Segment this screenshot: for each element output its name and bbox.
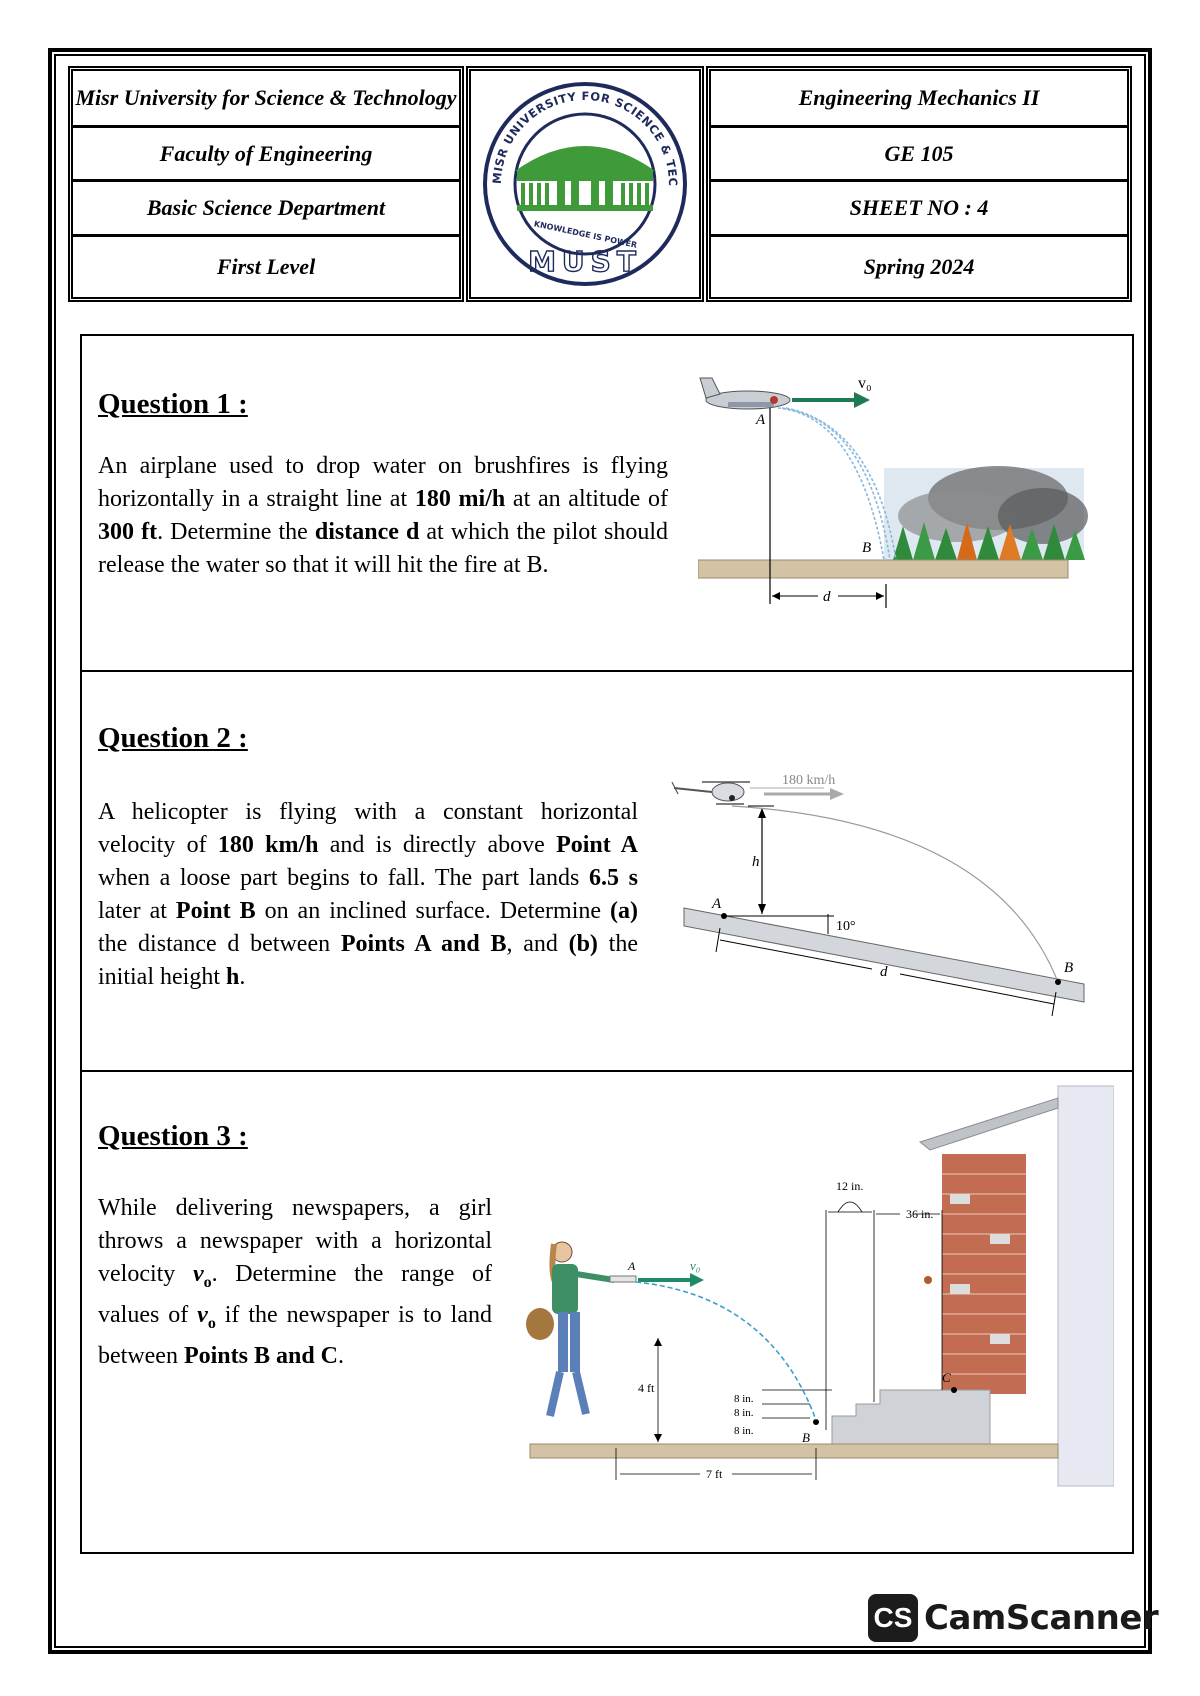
header-left-column: [68, 66, 464, 302]
water-trajectory: [778, 408, 896, 560]
dim-7ft: 7 ft: [706, 1467, 723, 1481]
distance-d-label: d: [880, 964, 888, 980]
question-2-figure: [664, 762, 1104, 1062]
question-2-panel: [80, 670, 1134, 1072]
point-b-label: B: [1064, 960, 1074, 976]
girl-icon: [526, 1242, 614, 1416]
question-3-text: While delivering newspapers, a girl throws a newspaper with a horizontal velocity $v_o$. Determine the range of values of $v_o$ if the newspaper is to land between Points B and C.: [98, 1195, 492, 1369]
dim-12in: 12 in.: [836, 1179, 864, 1193]
question-3-panel: [80, 1070, 1134, 1554]
dim-step-3: 8 in.: [734, 1425, 754, 1437]
semester: Spring 2024: [711, 234, 1127, 297]
camscanner-brand: CamScanner: [924, 1598, 1159, 1638]
university-name: Misr University for Science & Technology: [75, 85, 457, 110]
angle-label: 10°: [836, 919, 856, 934]
question-1-title: Question 1 :: [98, 388, 248, 420]
must-logo: [471, 71, 699, 297]
course-code: GE 105: [711, 125, 1127, 179]
height-h-label: h: [752, 854, 760, 870]
dim-step-1: 8 in.: [734, 1393, 754, 1405]
question-3-figure: [510, 1084, 1114, 1534]
department-name: Basic Science Department: [73, 179, 459, 234]
question-1-panel: [80, 334, 1134, 672]
sheet-header: [68, 66, 1132, 302]
question-3-title: Question 3 :: [98, 1120, 248, 1152]
level: First Level: [73, 234, 459, 297]
speed-label: 180 km/h: [782, 773, 836, 788]
distance-d-label: d: [823, 589, 831, 605]
logo-motto: KNOWLEDGE IS POWER: [533, 219, 638, 250]
logo-acronym: MUST: [528, 245, 642, 278]
question-1-figure: [698, 376, 1098, 646]
header-right-column: [706, 66, 1132, 302]
dim-36in: 36 in.: [906, 1207, 934, 1221]
velocity-label: v₀: [858, 376, 872, 392]
faculty-name: Faculty of Engineering: [73, 125, 459, 179]
question-2-text: A helicopter is flying with a constant horizontal velocity of 180 km/h and is directly above Point A when a loose part begins to fall. The part lands 6.5 s later at Point B on an inclined surface. Determine (a) the distance d between Points A and B, and (b) the initial height h.: [98, 799, 639, 990]
sheet-number: SHEET NO : 4: [711, 179, 1127, 234]
velocity-label: v₀: [690, 1258, 701, 1273]
point-c-label: C: [942, 1370, 951, 1385]
point-a-label: A: [628, 1259, 636, 1273]
dim-4ft: 4 ft: [638, 1381, 655, 1395]
camscanner-logo-icon: CS: [868, 1594, 918, 1642]
header-logo-column: [466, 66, 704, 302]
point-a-label: A: [712, 896, 722, 912]
question-1-text: An airplane used to drop water on brushfires is flying horizontally in a straight line at 180 mi/h at an altitude of 300 ft. Determine the distance d at which the pilot should release the water so that it will hit the fire at B.: [98, 453, 668, 578]
question-2-title: Question 2 :: [98, 722, 248, 754]
newspaper-trajectory: [636, 1282, 816, 1420]
dim-step-2: 8 in.: [734, 1407, 754, 1419]
camscanner-watermark: [868, 1592, 1158, 1644]
course-name: Engineering Mechanics II: [798, 85, 1040, 110]
airplane-icon: [700, 378, 790, 409]
point-b-label: B: [862, 540, 872, 556]
side-wall: [1058, 1086, 1114, 1486]
logo-ring-text: MISR UNIVERSITY FOR SCIENCE & TEC: [489, 88, 681, 187]
point-b-label: B: [802, 1430, 810, 1445]
helicopter-icon: [672, 782, 750, 804]
point-a-label: A: [756, 412, 766, 428]
